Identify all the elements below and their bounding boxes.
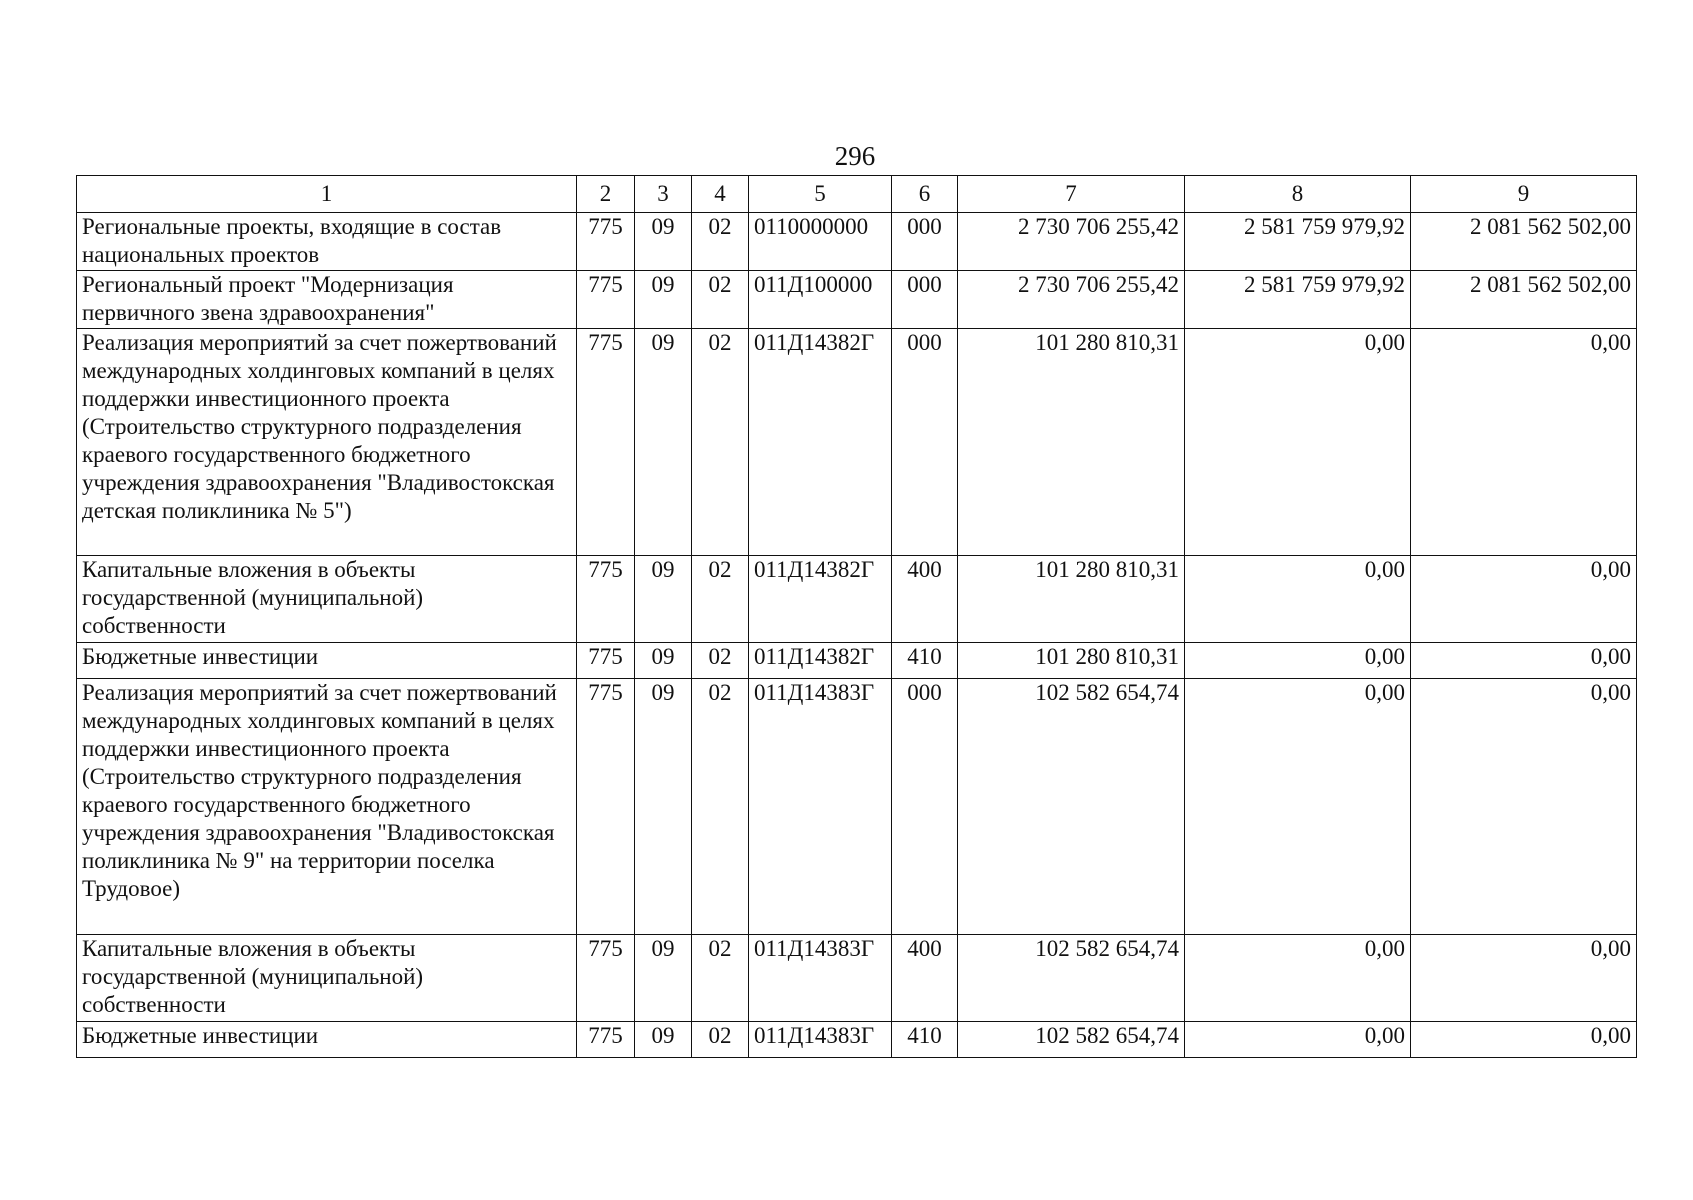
cell-col2: 775 — [577, 271, 635, 329]
cell-col5: 011Д14383Г — [749, 935, 892, 1022]
cell-col7: 101 280 810,31 — [958, 643, 1185, 679]
cell-col3: 09 — [635, 556, 692, 643]
cell-col6: 400 — [892, 556, 958, 643]
cell-col5: 011Д14383Г — [749, 679, 892, 935]
cell-col7: 2 730 706 255,42 — [958, 271, 1185, 329]
header-cell-3: 3 — [635, 176, 692, 213]
cell-col3: 09 — [635, 271, 692, 329]
row-name: Капитальные вложения в объекты государственной (муниципальной) собственности — [77, 556, 577, 643]
cell-col7: 2 730 706 255,42 — [958, 213, 1185, 271]
cell-col3: 09 — [635, 213, 692, 271]
cell-col2: 775 — [577, 1022, 635, 1058]
row-name: Капитальные вложения в объекты государственной (муниципальной) собственности — [77, 935, 577, 1022]
row-name: Бюджетные инвестиции — [77, 1022, 577, 1058]
cell-col6: 410 — [892, 643, 958, 679]
table-row — [77, 213, 1637, 271]
cell-col2: 775 — [577, 329, 635, 556]
cell-col9: 0,00 — [1411, 329, 1637, 556]
cell-col3: 09 — [635, 679, 692, 935]
table-row — [77, 556, 1637, 643]
cell-col3: 09 — [635, 935, 692, 1022]
cell-col8: 0,00 — [1185, 329, 1411, 556]
cell-col2: 775 — [577, 679, 635, 935]
cell-col3: 09 — [635, 1022, 692, 1058]
cell-col8: 2 581 759 979,92 — [1185, 213, 1411, 271]
table-row — [77, 1022, 1637, 1058]
cell-col5: 011Д100000 — [749, 271, 892, 329]
cell-col9: 2 081 562 502,00 — [1411, 271, 1637, 329]
cell-col6: 400 — [892, 935, 958, 1022]
cell-col4: 02 — [692, 1022, 749, 1058]
table-row — [77, 329, 1637, 556]
table-row — [77, 643, 1637, 679]
cell-col5: 011Д14382Г — [749, 643, 892, 679]
cell-col6: 000 — [892, 271, 958, 329]
cell-col6: 000 — [892, 213, 958, 271]
cell-col5: 011Д14382Г — [749, 329, 892, 556]
cell-col4: 02 — [692, 643, 749, 679]
cell-col4: 02 — [692, 329, 749, 556]
cell-col5: 011Д14383Г — [749, 1022, 892, 1058]
header-cell-7: 7 — [958, 176, 1185, 213]
cell-col4: 02 — [692, 556, 749, 643]
cell-col2: 775 — [577, 935, 635, 1022]
page-number: 296 — [834, 141, 876, 171]
cell-col2: 775 — [577, 556, 635, 643]
header-cell-8: 8 — [1185, 176, 1411, 213]
header-cell-1: 1 — [77, 176, 577, 213]
table-row — [77, 271, 1637, 329]
cell-col7: 102 582 654,74 — [958, 935, 1185, 1022]
cell-col6: 000 — [892, 679, 958, 935]
cell-col3: 09 — [635, 329, 692, 556]
cell-col7: 102 582 654,74 — [958, 679, 1185, 935]
cell-col8: 0,00 — [1185, 1022, 1411, 1058]
cell-col9: 2 081 562 502,00 — [1411, 213, 1637, 271]
cell-col4: 02 — [692, 679, 749, 935]
header-cell-6: 6 — [892, 176, 958, 213]
cell-col2: 775 — [577, 643, 635, 679]
cell-col9: 0,00 — [1411, 643, 1637, 679]
cell-col5: 011Д14382Г — [749, 556, 892, 643]
cell-col2: 775 — [577, 213, 635, 271]
cell-col8: 0,00 — [1185, 643, 1411, 679]
cell-col3: 09 — [635, 643, 692, 679]
cell-col6: 410 — [892, 1022, 958, 1058]
header-cell-5: 5 — [749, 176, 892, 213]
cell-col8: 0,00 — [1185, 556, 1411, 643]
cell-col4: 02 — [692, 935, 749, 1022]
row-name: Бюджетные инвестиции — [77, 643, 577, 679]
cell-col6: 000 — [892, 329, 958, 556]
row-name: Региональный проект "Модернизация первичного звена здравоохранения" — [77, 271, 577, 329]
budget-table — [76, 175, 1637, 1058]
header-cell-9: 9 — [1411, 176, 1637, 213]
table-row — [77, 679, 1637, 935]
cell-col8: 0,00 — [1185, 679, 1411, 935]
header-cell-4: 4 — [692, 176, 749, 213]
row-name: Реализация мероприятий за счет пожертвований международных холдинговых компаний в целях поддержки инвестиционного проекта (Строительство структурного подразделения краевого государственного бюджетного учреждения здравоохранения "Владивостокская поликлиника № 9" на территории поселка Трудовое) — [77, 679, 577, 935]
cell-col9: 0,00 — [1411, 1022, 1637, 1058]
cell-col7: 101 280 810,31 — [958, 329, 1185, 556]
row-name: Реализация мероприятий за счет пожертвований международных холдинговых компаний в целях поддержки инвестиционного проекта (Строительство структурного подразделения краевого государственного бюджетного учреждения здравоохранения "Владивостокская детская поликлиника № 5") — [77, 329, 577, 556]
cell-col9: 0,00 — [1411, 679, 1637, 935]
row-name: Региональные проекты, входящие в состав национальных проектов — [77, 213, 577, 271]
cell-col8: 0,00 — [1185, 935, 1411, 1022]
cell-col9: 0,00 — [1411, 556, 1637, 643]
cell-col4: 02 — [692, 213, 749, 271]
table-row — [77, 935, 1637, 1022]
cell-col7: 101 280 810,31 — [958, 556, 1185, 643]
cell-col4: 02 — [692, 271, 749, 329]
header-cell-2: 2 — [577, 176, 635, 213]
header-row — [77, 176, 1637, 213]
cell-col8: 2 581 759 979,92 — [1185, 271, 1411, 329]
cell-col7: 102 582 654,74 — [958, 1022, 1185, 1058]
cell-col9: 0,00 — [1411, 935, 1637, 1022]
cell-col5: 0110000000 — [749, 213, 892, 271]
